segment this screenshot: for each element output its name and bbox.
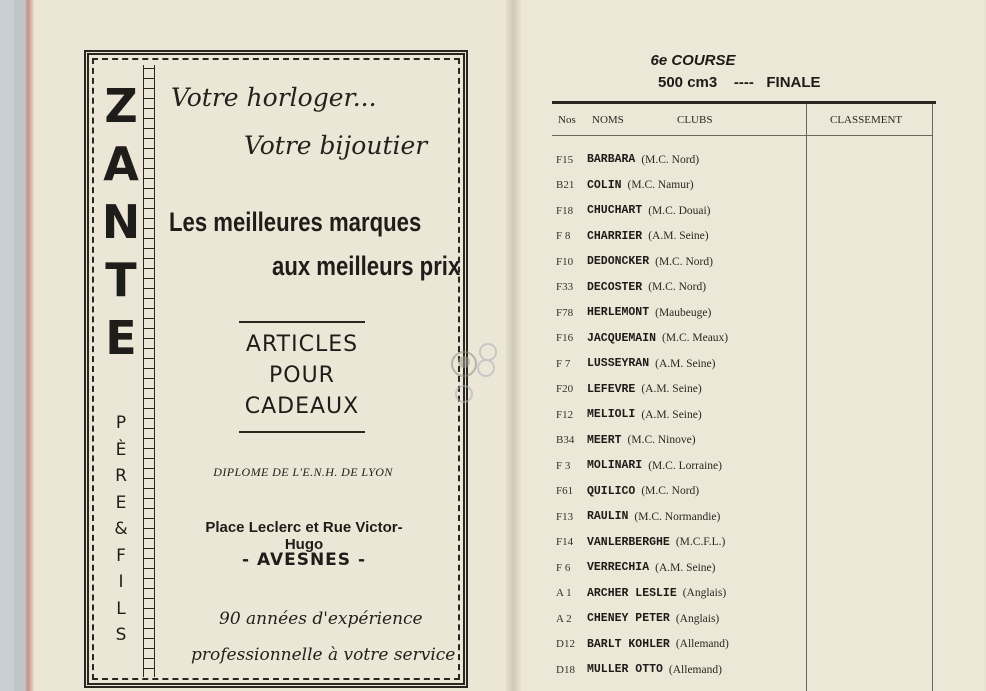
pere-letter: I xyxy=(118,572,124,592)
pere-letter: S xyxy=(115,625,127,645)
rider-club: (M.C. Lorraine) xyxy=(648,459,722,472)
rider-club: (A.M. Seine) xyxy=(655,357,716,370)
articles-line: CADEAUX xyxy=(244,394,360,419)
entry-number: A 2 xyxy=(556,612,572,625)
diploma-text: DIPLOME DE L'E.N.H. DE LYON xyxy=(213,465,393,479)
rider-name: LUSSEYRAN xyxy=(587,357,650,371)
table-row xyxy=(556,453,806,479)
rider-name: BARBARA xyxy=(587,153,636,167)
rider-club: (M.C. Nord) xyxy=(641,153,700,166)
header-clubs: CLUBS xyxy=(677,114,713,126)
rider-name: LEFEVRE xyxy=(587,382,636,396)
rider-name: MEERT xyxy=(587,433,622,447)
pere-letter: F xyxy=(116,545,126,566)
rider-club: (M.C. Douai) xyxy=(648,204,711,217)
brand-letter: N xyxy=(101,195,141,249)
table-row xyxy=(556,300,806,326)
entry-number: F12 xyxy=(556,408,574,421)
entry-number: F13 xyxy=(556,510,574,523)
table-row xyxy=(556,632,806,658)
rider-club: (Maubeuge) xyxy=(655,306,712,319)
rider-club: (Anglais) xyxy=(682,587,727,600)
entry-number: F16 xyxy=(556,332,574,345)
rider-name: ARCHER LESLIE xyxy=(587,586,677,600)
column-divider xyxy=(806,104,807,691)
entry-number: F61 xyxy=(556,485,574,498)
rider-club: (A.M. Seine) xyxy=(641,408,702,421)
table-row xyxy=(556,249,806,275)
table-row xyxy=(556,351,806,377)
rider-club: (M.C. Ninove) xyxy=(627,434,696,447)
course-title: 6e COURSE xyxy=(650,52,736,69)
brand-letter: E xyxy=(105,311,137,365)
rider-club: (M.C. Nord) xyxy=(641,485,700,498)
rider-club: (A.M. Seine) xyxy=(655,561,716,574)
pere-et-fils xyxy=(97,410,145,649)
articles-line: ARTICLES xyxy=(245,332,359,357)
pere-letter: P xyxy=(115,413,127,433)
page-edge xyxy=(14,0,34,691)
entry-number: D18 xyxy=(556,663,575,676)
pere-letter: E xyxy=(115,492,127,513)
articles-line: POUR xyxy=(269,363,335,388)
table-row xyxy=(556,530,806,556)
rider-name: CHUCHART xyxy=(587,204,643,218)
table-row xyxy=(556,198,806,224)
header-rule xyxy=(807,135,932,136)
entry-number: F18 xyxy=(556,204,574,217)
table-row xyxy=(556,504,806,530)
brand-letter: A xyxy=(103,137,139,191)
address-text: Place Leclerc et Rue Victor-Hugo xyxy=(205,519,403,553)
table-row xyxy=(556,402,806,428)
header-rule xyxy=(552,135,806,136)
collector-stamp-icon xyxy=(444,340,500,406)
entry-number: A 1 xyxy=(556,587,572,600)
rider-club: (M.C. Nord) xyxy=(655,255,713,268)
brand-name xyxy=(97,77,145,367)
column-divider-right xyxy=(932,104,933,691)
table-row xyxy=(556,479,806,505)
rider-name: MELIOLI xyxy=(587,408,636,422)
rider-name: RAULIN xyxy=(587,510,629,524)
table-row xyxy=(556,224,806,250)
entry-number: F20 xyxy=(556,383,574,396)
ad-tagline-bijoutier: Votre bijoutier xyxy=(244,131,428,160)
entry-number: F78 xyxy=(556,306,574,319)
table-row xyxy=(556,147,806,173)
table-row xyxy=(556,606,806,632)
rider-club: (M.C. Nord) xyxy=(648,281,707,294)
entry-number: F 7 xyxy=(556,357,571,370)
rider-club: (M.C. Namur) xyxy=(627,179,694,192)
articles-block xyxy=(237,329,367,422)
entry-number: B34 xyxy=(556,434,575,447)
entry-number: F15 xyxy=(556,153,574,166)
rider-name: CHARRIER xyxy=(587,229,643,243)
brand-letter: Z xyxy=(104,79,138,133)
rider-club: (Allemand) xyxy=(675,638,729,651)
rider-club: (M.C. Meaux) xyxy=(662,332,729,345)
table-row xyxy=(556,555,806,581)
entry-number: F14 xyxy=(556,536,574,549)
entry-list xyxy=(556,147,806,683)
rider-club: (A.M. Seine) xyxy=(641,383,702,396)
rider-name: HERLEMONT xyxy=(587,306,650,320)
entry-number: D12 xyxy=(556,638,575,651)
rider-name: MOLINARI xyxy=(587,459,643,473)
left-page xyxy=(34,0,506,691)
rider-name: QUILICO xyxy=(587,484,636,498)
entry-number: F 6 xyxy=(556,561,571,574)
header-classement: CLASSEMENT xyxy=(830,114,903,126)
rider-club: (M.C. Normandie) xyxy=(634,510,721,523)
booklet xyxy=(14,0,986,691)
table-top-rule xyxy=(552,101,936,104)
advertisement-frame xyxy=(84,50,468,688)
rider-name: MULLER OTTO xyxy=(587,663,663,677)
table-row xyxy=(556,173,806,199)
pere-letter: & xyxy=(114,519,128,539)
rider-club: (M.C.F.L.) xyxy=(675,536,726,549)
pere-letter: R xyxy=(115,466,127,486)
entry-number: F 3 xyxy=(556,459,571,472)
table-row xyxy=(556,377,806,403)
rider-name: BARLT KOHLER xyxy=(587,637,670,651)
table-row xyxy=(556,581,806,607)
divider-top xyxy=(239,321,365,323)
rider-name: JACQUEMAIN xyxy=(587,331,657,345)
experience-line: 90 années d'expérience xyxy=(219,609,423,629)
right-page xyxy=(522,0,984,691)
book-spine xyxy=(506,0,522,691)
rider-name: DEDONCKER xyxy=(587,255,650,269)
table-row xyxy=(556,657,806,683)
pere-letter: L xyxy=(116,598,126,619)
rider-club: (Allemand) xyxy=(668,663,722,676)
entry-number: B21 xyxy=(556,179,575,192)
rider-name: DECOSTER xyxy=(587,280,643,294)
city-text: - AVESNES - xyxy=(241,550,367,570)
header-noms: NOMS xyxy=(592,114,624,126)
rider-name: VERRECHIA xyxy=(587,561,650,575)
rider-name: VANLERBERGHE xyxy=(587,535,670,549)
table-row xyxy=(556,275,806,301)
entry-number: F 8 xyxy=(556,230,571,243)
ad-headline-marques: Les meilleures marques xyxy=(169,207,422,237)
entry-number: F10 xyxy=(556,255,574,268)
rider-club: (A.M. Seine) xyxy=(648,230,709,243)
divider-bottom xyxy=(239,431,365,433)
course-subtitle: 500 cm3 ---- FINALE xyxy=(658,74,821,91)
ad-headline-prix: aux meilleurs prix xyxy=(272,251,461,281)
brand-letter: T xyxy=(105,253,137,307)
rider-name: CHENEY PETER xyxy=(587,612,670,626)
rider-name: COLIN xyxy=(587,178,622,192)
header-num: Nos xyxy=(558,114,576,126)
rider-club: (Anglais) xyxy=(675,612,720,625)
ad-tagline-horloger: Votre horloger... xyxy=(171,83,377,112)
table-row xyxy=(556,428,806,454)
pere-letter: È xyxy=(115,439,127,460)
service-line: professionnelle à votre service xyxy=(191,645,456,665)
table-row xyxy=(556,326,806,352)
entry-number: F33 xyxy=(556,281,574,294)
